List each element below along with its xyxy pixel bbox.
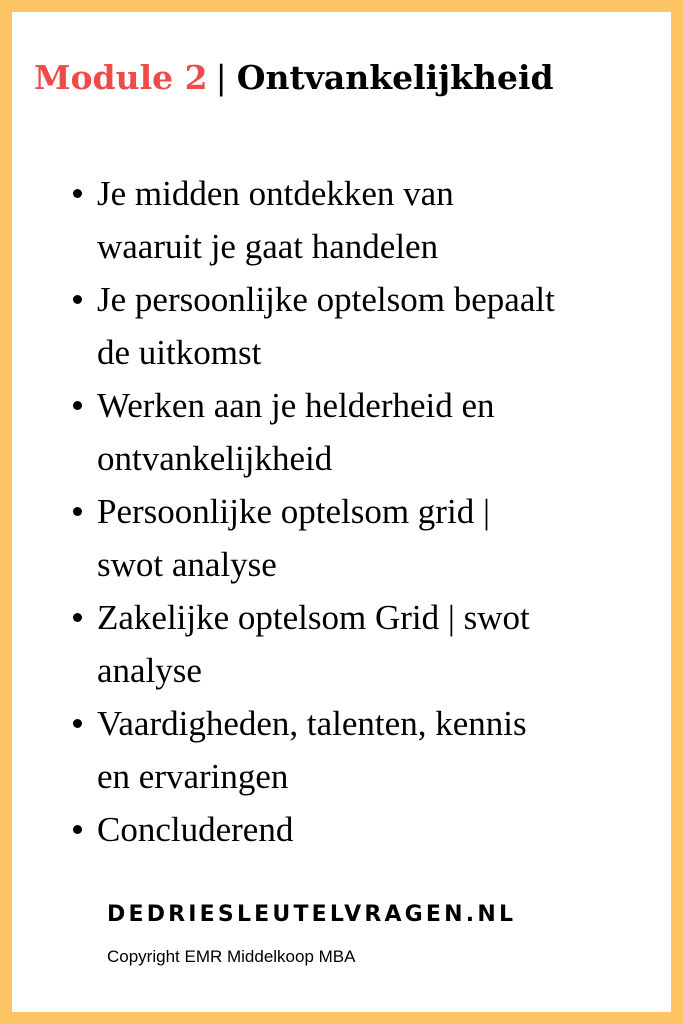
list-item <box>97 379 667 485</box>
list-item <box>97 697 667 803</box>
module-label: Module 2 <box>34 58 208 97</box>
bullet-icon <box>73 401 82 410</box>
bullet-icon <box>73 189 82 198</box>
bullet-icon <box>73 295 82 304</box>
list-item-line: de uitkomst <box>97 333 262 372</box>
list-item <box>97 485 667 591</box>
list-item-line: swot analyse <box>97 545 277 584</box>
list-item-line: analyse <box>97 651 202 690</box>
list-item-line: Je persoonlijke optelsom bepaalt <box>97 280 555 319</box>
bullet-icon <box>73 507 82 516</box>
website-link[interactable]: DEDRIESLEUTELVRAGEN.NL <box>107 902 517 927</box>
list-item-line: Persoonlijke optelsom grid | <box>97 492 490 531</box>
title-separator: | <box>215 58 227 97</box>
list-item-line: waaruit je gaat handelen <box>97 227 439 266</box>
list-item-line: Concluderend <box>97 810 294 849</box>
bullet-icon <box>73 719 82 728</box>
list-item <box>97 167 667 273</box>
list-item-line: Zakelijke optelsom Grid | swot <box>97 598 530 637</box>
topic-list <box>97 167 667 856</box>
list-item <box>97 273 667 379</box>
list-item-line: ontvankelijkheid <box>97 439 333 478</box>
list-item-line: Je midden ontdekken van <box>97 174 454 213</box>
list-item-line: en ervaringen <box>97 757 289 796</box>
list-item-line: Werken aan je helderheid en <box>97 386 495 425</box>
bullet-icon <box>73 613 82 622</box>
list-item-line: Vaardigheden, talenten, kennis <box>97 704 527 743</box>
list-item <box>97 591 667 697</box>
copyright-text: Copyright EMR Middelkoop MBA <box>107 947 356 966</box>
list-item <box>97 803 667 856</box>
bullet-icon <box>73 825 82 834</box>
page-title <box>34 58 554 98</box>
module-title: Ontvankelijkheid <box>236 58 554 97</box>
